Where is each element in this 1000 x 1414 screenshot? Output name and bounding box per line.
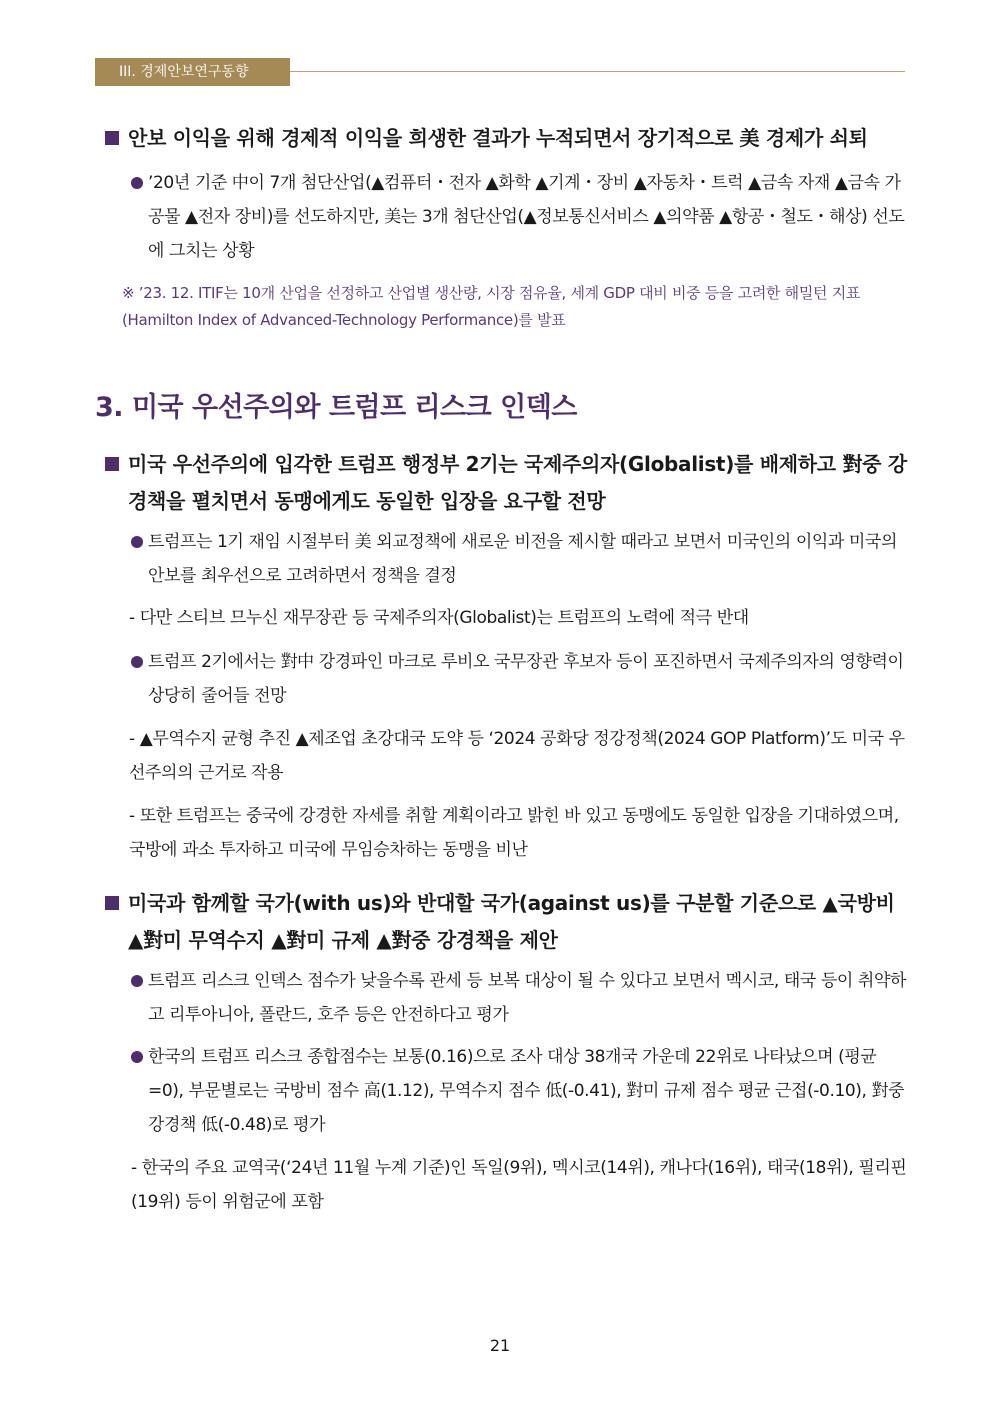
circle-bullet-icon	[131, 1051, 143, 1063]
bullet-trump-vision: 트럼프는 1기 재임 시절부터 美 외교정책에 새로운 비전을 제시할 때라고 보면서 미국인의 이익과 미국의 안보를 최우선으로 고려하면서 정책을 결정	[148, 532, 897, 586]
dash-allies-stance: - 또한 트럼프는 중국에 강경한 자세를 취할 계획이라고 밝힌 바 있고 동맹에도 동일한 입장을 기대하였으며, 국방에 과소 투자하고 미국에 무임승차하는 동맹을 비난	[129, 806, 899, 860]
square-bullet-icon	[105, 896, 119, 910]
heading-america-first: 미국 우선주의에 입각한 트럼프 행정부 2기는 국제주의자(Globalist)를 배제하고 對중 강경책을 펼치면서 동맹에게도 동일한 입장을 요구할 전망	[128, 452, 907, 513]
dash-korea-trade-partners: - 한국의 주요 교역국(‘24년 11월 누계 기준)인 독일(9위), 멕시코(14위), 캐나다(16위), 태국(18위), 필리핀(19위) 등이 위험군에 포함	[131, 1158, 907, 1212]
square-bullet-icon	[105, 131, 119, 145]
note-itif-hamilton-index: ※ ’23. 12. ITIF는 10개 산업을 선정하고 산업별 생산량, 시장 점유율, 세계 GDP 대비 비중 등을 고려한 해밀턴 지표 (Hamilton Index of Advanced-Technology Performance)를 발표	[122, 284, 861, 329]
section-header-tag: III. 경제안보연구동향	[95, 58, 290, 86]
square-bullet-icon	[105, 457, 119, 471]
dash-mnuchin: - 다만 스티브 므누신 재무장관 등 국제주의자(Globalist)는 트럼프의 노력에 적극 반대	[129, 608, 749, 628]
header-divider	[290, 71, 905, 72]
heading-with-us-against-us: 미국과 함께할 국가(with us)와 반대할 국가(against us)를 구분할 기준으로 ▲국방비 ▲對미 무역수지 ▲對미 규제 ▲對중 강경책을 제안	[128, 891, 895, 952]
section-title: 3. 미국 우선주의와 트럼프 리스크 인덱스	[95, 392, 577, 423]
circle-bullet-icon	[131, 656, 143, 668]
bullet-china-advanced-industries: ’20년 기준 中이 7개 첨단산업(▲컴퓨터・전자 ▲화학 ▲기계・장비 ▲자동차・트럭 ▲금속 자재 ▲금속 가공물 ▲전자 장비)를 선도하지만, 美는 3개 첨단산업(▲정보통신서비스 ▲의약품 ▲항공・철도・해상) 선도에 그치는 상황	[148, 173, 905, 261]
circle-bullet-icon	[131, 536, 143, 548]
bullet-rubio: 트럼프 2기에서는 對中 강경파인 마크로 루비오 국무장관 후보자 등이 포진하면서 국제주의자의 영향력이 상당히 줄어들 전망	[148, 652, 904, 706]
bullet-korea-score: 한국의 트럼프 리스크 종합점수는 보통(0.16)으로 조사 대상 38개국 가운데 22위로 나타났으며 (평균=0), 부문별로는 국방비 점수 高(1.12), 무역수지 점수 低(-0.41), 對미 규제 점수 평균 근접(-0.10), 對중 강경책 低(-0.48)로 평가	[148, 1047, 905, 1135]
bullet-risk-index-score: 트럼프 리스크 인덱스 점수가 낮을수록 관세 등 보복 대상이 될 수 있다고 보면서 멕시코, 태국 등이 취약하고 리투아니아, 폴란드, 호주 등은 안전하다고 평가	[148, 971, 906, 1025]
page-number: 21	[489, 1336, 511, 1355]
heading-economic-decline: 안보 이익을 위해 경제적 이익을 희생한 결과가 누적되면서 장기적으로 美 경제가 쇠퇴	[128, 126, 868, 150]
circle-bullet-icon	[131, 177, 143, 189]
dash-gop-platform: - ▲무역수지 균형 추진 ▲제조업 초강대국 도약 등 ‘2024 공화당 정강정책(2024 GOP Platform)’도 미국 우선주의의 근거로 작용	[129, 729, 905, 783]
circle-bullet-icon	[131, 975, 143, 987]
